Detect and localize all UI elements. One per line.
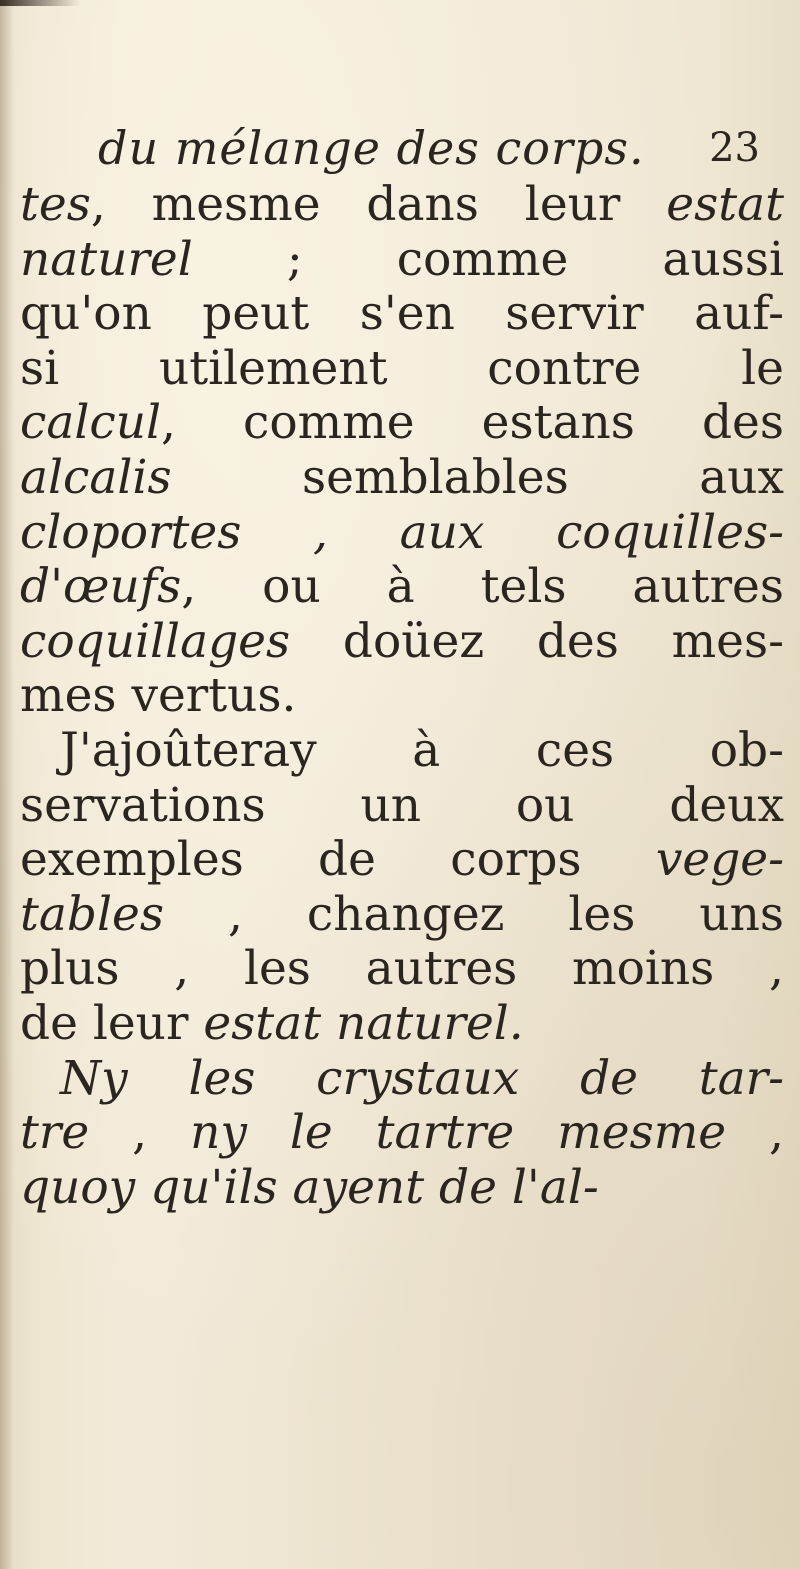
text-line [20,342,784,397]
text-line [20,779,784,834]
text-segment: de leur [20,995,204,1051]
running-title: du mélange des corps. [98,121,645,175]
text-segment: vege- [655,832,784,888]
text-segment: tre [20,1105,90,1161]
text-line [20,560,784,615]
text-segment: , [89,1105,191,1161]
text-segment: ny le tartre mesme [190,1105,727,1161]
corner-mark [0,0,80,6]
text-segment: J'ajoûteray à ces ob- [60,722,784,778]
text-segment: , comme estans des [161,395,784,451]
text-segment: d'œufs [20,559,182,615]
text-line [20,833,784,888]
text-line [20,1106,784,1161]
body-text [20,178,790,1215]
text-line [20,724,784,779]
text-segment: naturel [20,231,193,287]
text-line [20,287,784,342]
text-segment: tables [20,886,164,942]
text-segment: , ou à tels autres [181,559,784,615]
text-segment: alcalis [20,449,172,505]
text-line [20,1161,784,1216]
text-segment: quoy qu'ils ayent de l'al- [20,1159,599,1215]
text-segment: estat naturel. [203,995,524,1051]
text-segment: qu'on peut s'en servir auf- [20,286,784,342]
text-line [20,396,784,451]
text-segment: servations un ou deux [20,777,784,833]
text-segment: , changez les uns [163,886,784,942]
text-segment: plus , les autres moins , [20,941,784,997]
text-line [20,669,784,724]
text-segment: , mesme dans leur [90,177,667,232]
text-segment: mes vertus. [20,668,297,724]
text-segment: , [726,1105,784,1161]
text-line [20,888,784,943]
text-line [20,233,784,288]
text-line [20,615,784,670]
text-line [20,451,784,506]
page-number: 23 [709,125,760,171]
text-line [20,942,784,997]
text-line [20,997,784,1052]
text-segment: doüez des mes- [290,613,784,669]
text-segment: calcul [20,395,161,451]
text-segment: Ny les crystaux de tar- [60,1050,784,1106]
text-segment: si utilement contre le [20,340,784,396]
text-block [20,118,790,1215]
text-segment: exemples de corps [20,832,656,888]
text-segment: cloportes , aux coquilles- [20,504,784,560]
text-segment: tes [20,177,91,232]
text-segment: semblables aux [171,449,784,505]
text-line [20,1052,784,1107]
gutter-shadow [0,0,14,1569]
text-segment: coquillages [20,613,291,669]
text-line [20,178,784,233]
text-segment: estat [666,177,784,232]
text-line [20,506,784,561]
text-segment: ; comme aussi [192,231,784,287]
page-header [20,118,790,178]
